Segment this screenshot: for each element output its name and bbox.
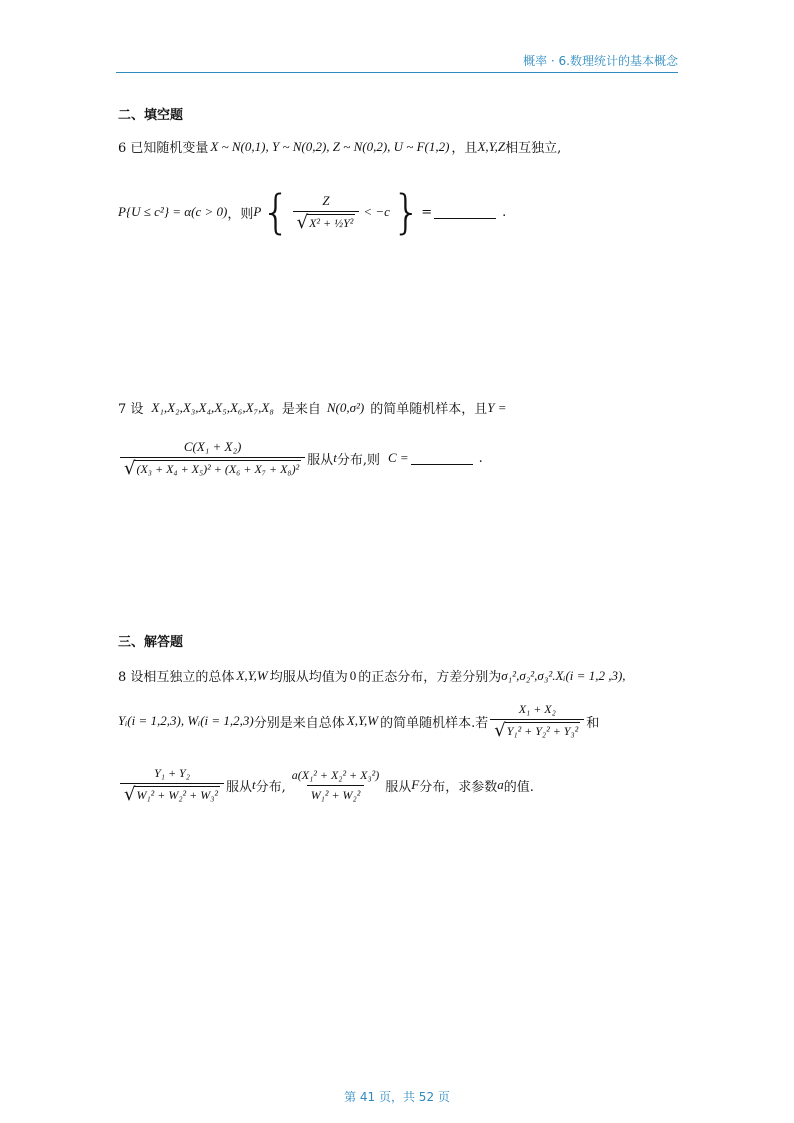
page-footer: 第 41 页，共 52 页 [344,1090,450,1104]
section-title-fill: 二、填空题 [118,108,184,123]
q8-frac3-den: W₁² + W₂² [307,785,365,803]
section-title-answer: 三、解答题 [118,635,184,650]
q7-frac-den: (X₃ + X₄ + X₅)² + (X₆ + X₇ + X₈)² [136,461,300,476]
q7-vars: X₁,X₂,X₃,X₄,X₅,X₆,X₇,X₈ [151,399,274,415]
q8-dist-t: 分布, [255,779,286,795]
q7-c-eq: C = [387,450,409,465]
q6-frac-num: Z [322,192,330,208]
q6-vars: X,Y,Z [477,138,506,154]
q7-mid1: 是来自 [281,402,321,417]
q6-sqrt: √ X² + ½Y² [296,211,354,233]
q8-fraction-3 [288,768,384,803]
q6-equals: = [421,204,433,220]
q8-obey-t: 服从 [225,779,252,795]
q6-prefix: 6 已知随机变量 [118,141,209,156]
q7-t-var: t [333,450,337,465]
header-title: 概率 · 6.数理统计的基本概念 [523,54,678,68]
q8-line3 [118,758,534,812]
q7-answer-blank[interactable] [411,452,473,465]
q6-right-brace: } [391,185,422,239]
q7-text-after: 服从 [307,452,334,468]
q8-mid: 均服从均值为 [269,670,348,685]
q8-variances: σ₁²,σ₂²,σ₃². [501,667,556,683]
q8-line2 [118,698,599,744]
q8-frac1-den: Y₁² + Y₂² + Y₃² [506,724,579,738]
q8-line2-b: 分别是来自总体 [253,715,345,731]
q7-text-after2: 分布,则 [336,452,380,468]
q6-line2 [118,172,506,252]
q8-tail: 分布，求参数 [419,779,498,795]
q7-end: . [478,450,483,466]
q8-line2-c: 的简单随机样本.若 [380,715,489,731]
q8-fraction-1: X₁ + X₂ √ Y₁² + Y₂² + Y₃² [490,702,584,740]
q6-line1 [118,137,561,156]
q7-mid2: 的简单随机样本，且 [370,402,488,417]
q8-frac3-num: a(X₁² + X₂² + X₃²) [291,767,380,782]
q8-frac1-num: X₁ + X₂ [518,702,556,716]
q8-zero: 0 [349,667,357,683]
q8-f-var: F [411,777,420,792]
q6-suffix: 相互独立, [505,141,562,156]
q6-distributions: X ~ N(0,1), Y ~ N(0,2), Z ~ N(0,2), U ~ F(1,2) [210,138,450,154]
q6-prob-p: P [253,204,262,219]
q7-line1 [118,398,507,417]
q7-line2 [118,433,483,483]
q6-answer-blank[interactable] [434,206,496,219]
q8-and: 和 [586,715,600,731]
q6-frac-den: X² + ½Y² [309,215,354,230]
q8-a-var: a [497,777,504,792]
q8-fraction-2: Y₁ + Y₂ √ W₁² + W₂² + W₃² [120,766,224,804]
q6-end: . [502,204,507,220]
q8-tail2: 的值. [503,779,534,795]
q7-y-eq: Y = [487,399,507,415]
q8-frac2-num: Y₁ + Y₂ [154,766,190,780]
q7-sqrt: √ (X₃ + X₄ + X₅)² + (X₆ + X₇ + X₈)² [124,457,300,479]
q8-line2-vars: X,Y,W [346,713,379,728]
q8-xi: Xᵢ(i = 1,2 ,3), [555,667,626,683]
q6-fraction [293,193,360,232]
q7-frac-num: C(X₁ + X₂) [183,438,242,454]
page-header [116,50,678,73]
q7-prefix: 7 设 [118,402,144,417]
q8-vars: X,Y,W [236,667,268,683]
q8-t-var: t [252,777,256,792]
q6-ineq: < −c [363,204,390,219]
q6-then: ，则 [227,206,254,222]
q8-line1 [118,666,626,685]
q6-prob-left: P{U ≤ c²} = α(c > 0) [118,204,228,219]
q7-dist: N(0,σ²) [326,399,365,415]
q8-obey-f: 服从 [385,779,412,795]
q7-fraction [120,439,305,478]
q8-prefix: 8 设相互独立的总体 [118,670,235,685]
q8-mid2: 的正态分布，方差分别为 [358,670,502,685]
q6-left-brace: { [261,185,291,239]
q8-samples: Yᵢ(i = 1,2,3), Wᵢ(i = 1,2,3) [118,713,254,728]
q8-frac2-den: W₁² + W₂² + W₃² [136,788,218,802]
q6-mid: ，且 [451,141,478,156]
